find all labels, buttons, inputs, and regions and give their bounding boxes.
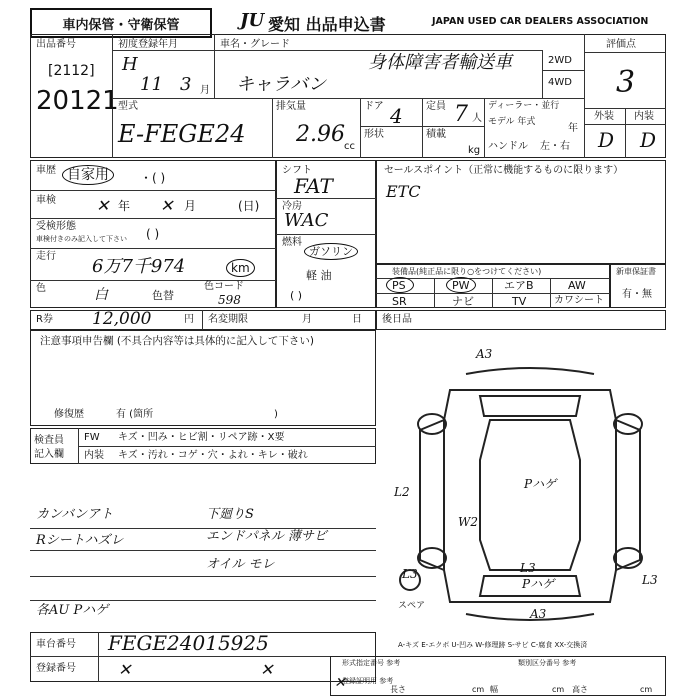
recycle-fee-unit: 円 xyxy=(184,314,194,325)
recycle-fee-label: R券 xyxy=(36,314,53,325)
model-year-label: モデル 年式 xyxy=(488,117,536,127)
chassis-value: FEGE24015925 xyxy=(108,631,269,655)
equip-navi: ナビ xyxy=(452,295,474,308)
height-label: 高さ xyxy=(572,685,588,694)
equip-leather: カワシート xyxy=(554,295,604,306)
remark-4-left: 各AU Pハゲ xyxy=(36,603,109,618)
car-front-bumper xyxy=(466,368,594,374)
lot-label: 出品番号 xyxy=(36,39,76,50)
fuel-label: 燃料 xyxy=(282,237,302,248)
capacity-unit: 人 xyxy=(472,113,482,124)
rating-score: 3 xyxy=(616,65,636,100)
remark-1-left: カンバンアト xyxy=(36,507,114,522)
class-label: 類別区分番号 参考 xyxy=(518,659,577,667)
name-change-month: 月 xyxy=(302,314,312,325)
registration-label: 初度登録年月 xyxy=(118,39,178,50)
fuel-gas-circle: ガソリン xyxy=(304,243,358,260)
doors-value: 4 xyxy=(390,104,403,128)
sales-points-label: セールスポイント（正常に機能するものに限ります） xyxy=(384,165,624,176)
mark-p-hage-rear: Pハゲ xyxy=(522,577,555,591)
history-label: 車歴 xyxy=(36,165,56,176)
registration-month: 3 xyxy=(180,74,192,95)
storage-title-text: 車内保管・守衛保管 xyxy=(62,17,180,33)
shift-label: シフト xyxy=(282,165,312,176)
repair-value: 有 (箇所 xyxy=(116,409,154,420)
mark-l3-center: L3 xyxy=(520,561,536,575)
width-label: 幅 xyxy=(490,685,498,694)
lot-sub-number: [2112] xyxy=(48,63,95,79)
mileage-unit-circle: km xyxy=(226,259,255,277)
car-damage-diagram xyxy=(380,340,680,630)
registration-month-unit: 月 xyxy=(200,85,210,96)
registration-year: 11 xyxy=(140,74,163,95)
org-english: JAPAN USED CAR DEALERS ASSOCIATION xyxy=(432,16,649,27)
reg-value-2: ✕ xyxy=(260,660,274,679)
load-label: 積載 xyxy=(426,129,446,140)
repair-close: ) xyxy=(274,409,278,420)
reg-label: 登録番号 xyxy=(36,663,76,674)
registration-era: H xyxy=(122,54,138,75)
after-frame xyxy=(376,310,666,330)
mark-l2: L2 xyxy=(394,485,410,499)
load-unit: kg xyxy=(468,145,481,156)
history-value-circle: 自家用 xyxy=(62,165,114,185)
inspection-year-unit: 年 xyxy=(118,199,131,213)
after-label: 後日品 xyxy=(382,314,412,325)
sales-points-value: ETC xyxy=(386,182,421,201)
color-value: 白 xyxy=(94,287,108,303)
displacement-label: 排気量 xyxy=(276,101,306,112)
notes-label: 注意事項申告欄 (不具合内容等は具体的に記入して下さい) xyxy=(40,335,315,347)
inspection-year-mark: ✕ xyxy=(96,196,110,215)
mark-a3-rear: A3 xyxy=(530,607,547,621)
inspector-label: 検査員 記入欄 xyxy=(34,435,64,460)
cert-label: 形式指定番号 参考 xyxy=(342,659,401,667)
capacity-label: 定員 xyxy=(426,101,446,112)
reg-value: ✕ xyxy=(118,660,132,679)
history-suffix: ・( ) xyxy=(140,171,166,185)
handle-label: ハンドル xyxy=(488,141,528,152)
front-windshield xyxy=(480,396,580,416)
inspection-label: 車検 xyxy=(36,195,56,206)
warranty-label: 新車保証書 xyxy=(616,267,656,276)
ju-logo: JU xyxy=(240,10,265,31)
equip-sr: SR xyxy=(392,295,407,308)
model-value: E-FEGE24 xyxy=(118,120,246,148)
equip-aw: AW xyxy=(568,279,586,292)
recycle-fee-value: 12,000 xyxy=(92,309,152,329)
shape-label: 形状 xyxy=(364,129,384,140)
equipment-label: 装備品(純正品に限り○をつけてください) xyxy=(392,267,542,276)
equip-pw-circle xyxy=(446,277,476,293)
mileage-value: 6万7千974 xyxy=(92,256,186,277)
color-label: 色 xyxy=(36,283,46,294)
capacity-value: 7 xyxy=(454,102,468,127)
interior-grade: D xyxy=(640,128,657,152)
mark-a3-front: A3 xyxy=(476,347,493,361)
chassis-label: 車台番号 xyxy=(36,639,76,650)
equip-pw: PW xyxy=(452,279,470,292)
car-roof-outline xyxy=(480,420,580,570)
car-name: キャラバン xyxy=(236,74,326,95)
mileage-label: 走行 xyxy=(36,251,56,262)
recycle-paren: ( ) xyxy=(146,227,160,241)
interior-label: 内装 xyxy=(634,111,654,122)
equip-airbag: エアB xyxy=(504,279,534,292)
inspector-interior-items: キズ・汚れ・コゲ・穴・よれ・キレ・破れ xyxy=(118,450,308,461)
year-unit: 年 xyxy=(568,123,578,134)
color-change-label: 色替 xyxy=(152,289,174,302)
warranty-options: 有・無 xyxy=(622,289,652,300)
rating-label: 評価点 xyxy=(606,39,636,50)
inspection-day-unit: (日) xyxy=(238,199,260,213)
inspector-fw-items: キズ・凹み・ヒビ割・リペア跡・X要 xyxy=(118,432,285,443)
remark-3-right: オイル モレ xyxy=(206,557,275,572)
exterior-grade: D xyxy=(598,128,615,152)
drive-4wd: 4WD xyxy=(548,77,572,88)
shift-value: FAT xyxy=(294,174,333,198)
equip-ps-circle xyxy=(386,277,414,293)
recycle-sub: 車検付きのみ記入して下さい xyxy=(36,235,127,243)
inspection-month-mark: ✕ xyxy=(160,196,174,215)
fuel-gas xyxy=(304,246,358,257)
inspector-interior-label: 内装 xyxy=(84,450,104,461)
org-name: 愛知 出品申込書 xyxy=(268,15,386,34)
exterior-label: 外装 xyxy=(594,111,614,122)
color-code-label: 色コード xyxy=(204,281,244,292)
equip-ps: PS xyxy=(392,279,406,292)
aircon-value: WAC xyxy=(284,210,329,231)
displacement-unit: cc xyxy=(344,141,355,152)
remark-2-right: エンドパネル 薄サビ xyxy=(206,529,327,544)
equip-tv: TV xyxy=(512,295,527,308)
recycle-fee-frame xyxy=(30,310,376,330)
remark-1-right: 下廻りS xyxy=(206,507,254,522)
fuel-diesel: 軽 油 xyxy=(306,269,332,282)
doors-label: ドア xyxy=(364,101,384,112)
width-cm: cm xyxy=(552,685,565,694)
displacement-value: 2.96 xyxy=(296,122,345,147)
inspector-fw-label: FW xyxy=(84,432,100,443)
spare-label: スペア xyxy=(398,601,426,611)
aircon-label: 冷房 xyxy=(282,201,302,212)
history-value xyxy=(62,168,114,182)
car-grade: 身体障害者輸送車 xyxy=(368,52,512,73)
handle-options: 左・右 xyxy=(540,141,570,152)
reg-cert-label: 登録証明用 参考 xyxy=(342,677,394,685)
car-name-label: 車名・グレード xyxy=(220,39,290,50)
remark-2-left: Rシートハズレ xyxy=(36,533,124,548)
lot-number: 20121 xyxy=(36,86,119,116)
repair-label: 修復歴 xyxy=(54,409,84,420)
color-code: 598 xyxy=(218,293,241,307)
name-change-label: 名変期限 xyxy=(208,314,248,325)
footer-reg-marker: ✕ xyxy=(334,675,346,691)
mileage-unit xyxy=(226,262,255,274)
mark-w2: W2 xyxy=(458,515,478,529)
mark-l3-right: L3 xyxy=(642,573,658,587)
drive-2wd: 2WD xyxy=(548,55,572,66)
length-cm: cm xyxy=(472,685,485,694)
mark-l3-left: L3 xyxy=(402,567,418,581)
damage-legend: A-キズ E-エクボ U-凹み W-修理跡 S-サビ C-腐食 XX-交換済 xyxy=(398,641,588,649)
inspection-month-unit: 月 xyxy=(184,199,197,213)
model-label: 型式 xyxy=(118,101,138,112)
name-change-day: 日 xyxy=(352,314,362,325)
length-label: 長さ xyxy=(390,685,406,694)
mark-p-hage-roof: Pハゲ xyxy=(524,477,557,491)
dealer-label: ディーラー・並行 xyxy=(488,101,560,111)
height-cm: cm xyxy=(640,685,653,694)
recycle-label: 受検形態 xyxy=(36,221,76,232)
fuel-paren: ( ) xyxy=(290,289,303,302)
